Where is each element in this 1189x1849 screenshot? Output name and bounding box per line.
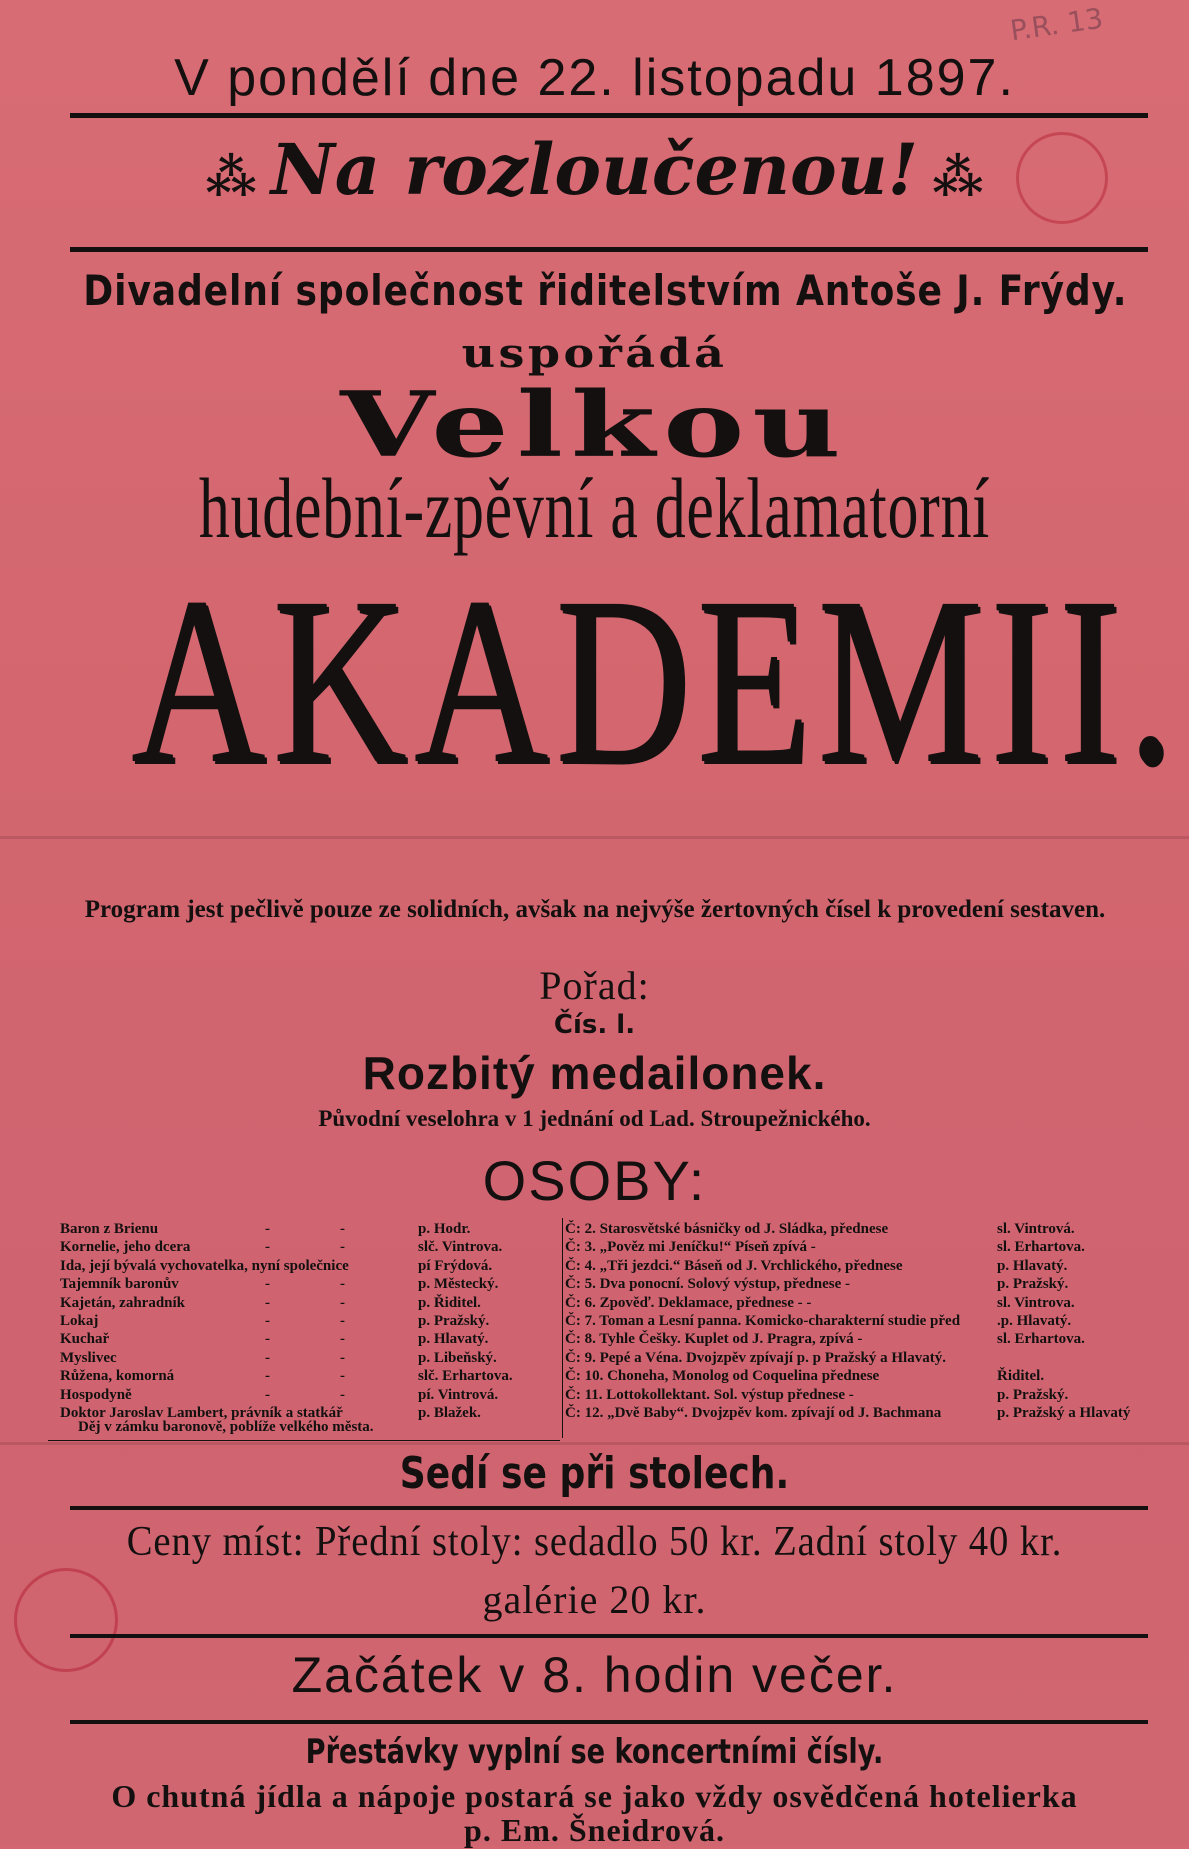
event-date: V pondělí dne 22. listopadu 1897. bbox=[174, 49, 1015, 107]
program-item: Č: 4. „Tři jezdci.“ Báseň od J. Vrchlického, přednese p. Hlavatý. bbox=[565, 1257, 1068, 1274]
program-item: Č: 2. Starosvětské básničky od J. Sládka, přednese sl. Vintrová. bbox=[565, 1221, 1075, 1237]
program-intro: Program jest pečlivě pouze ze solidních, avšak na nejvýše žertovných čísel k provedení sestaven. bbox=[84, 896, 1106, 923]
gallery-price: galérie 20 kr. bbox=[482, 1577, 707, 1622]
velkou-title: Velkou bbox=[340, 372, 849, 478]
catering-line: O chutná jídla a nápoje postará se jako vždy osvědčená hotelierka bbox=[111, 1778, 1078, 1814]
paper-fold bbox=[0, 1442, 1189, 1445]
program-heading: Pořad: bbox=[539, 963, 650, 1008]
program-item: Č: 3. „Pověz mi Jeníčku!“ Píseň zpívá - sl. Erhartova. bbox=[565, 1239, 1085, 1256]
divider bbox=[70, 1506, 1148, 1510]
handwritten-shelfmark: P.R. 13 bbox=[1008, 1, 1106, 48]
program-items bbox=[565, 1220, 1165, 1422]
company-line: Divadelní společnost řiditelstvím Antoše J. Frýdy. bbox=[83, 266, 1128, 315]
farewell-text: Na rozloučenou! bbox=[270, 128, 919, 211]
program-item: Č: 11. Lottokollektant. Sol. výstup přednese - p. Pražský. bbox=[565, 1386, 1069, 1403]
program-item: Č: 5. Dva ponocní. Solový výstup, přednese - p. Pražský. bbox=[565, 1276, 1069, 1293]
divider bbox=[70, 247, 1148, 252]
cast-heading: OSOBY: bbox=[482, 1149, 707, 1212]
paper-fold bbox=[0, 836, 1189, 839]
cast-row: Ida, její bývalá vychovatelka, nyní společnice pí Frýdová. bbox=[60, 1257, 493, 1274]
cast-list bbox=[60, 1220, 560, 1422]
akademii-title: AKADEMII. bbox=[130, 547, 1180, 813]
cast-row: Lokaj - - p. Pražský. bbox=[60, 1312, 490, 1329]
divider bbox=[48, 1440, 560, 1441]
program-item: Č: 9. Pepé a Véna. Dvojzpěv zpívají p. p Pražský a Hlavatý. bbox=[565, 1349, 946, 1366]
cast-row: Kajetán, zahradník - - p. Řiditel. bbox=[60, 1294, 481, 1311]
column-divider bbox=[562, 1218, 563, 1438]
program-number: Čís. l. bbox=[553, 1010, 636, 1040]
program-item: Č: 12. „Dvě Baby“. Dvojzpěv kom. zpívají od J. Bachmana p. Pražský a Hlavatý bbox=[565, 1404, 1131, 1421]
play-author: Původní veselohra v 1 jednání od Lad. Stroupežnického. bbox=[318, 1106, 871, 1131]
ornament-icon: ⁂ bbox=[932, 146, 984, 206]
cast-row: Baron z Brienu - - p. Hodr. bbox=[60, 1221, 471, 1237]
prices-line: Ceny míst: Přední stoly: sedadlo 50 kr. Zadní stoly 40 kr. bbox=[126, 1519, 1063, 1565]
divider bbox=[70, 113, 1148, 118]
cast-row: Tajemník baronův - - p. Městecký. bbox=[60, 1276, 499, 1293]
divider bbox=[70, 1720, 1148, 1724]
cast-row: Kornelie, jeho dcera - - slč. Vintrova. bbox=[60, 1239, 503, 1256]
organizes-line: uspořádá bbox=[461, 330, 728, 377]
program-item: Č: 10. Choneha, Monolog od Coquelina přednese Řiditel. bbox=[565, 1368, 1045, 1385]
cast-row: Hospodyně - - pí. Vintrová. bbox=[60, 1386, 499, 1403]
caterer-name: p. Em. Šneidrová. bbox=[464, 1812, 725, 1848]
cast-row: Doktor Jaroslav Lambert, právník a statkář p. Blažek. bbox=[60, 1404, 481, 1421]
divider bbox=[70, 1634, 1148, 1638]
intermissions-note: Přestávky vyplní se koncertními čísly. bbox=[305, 1732, 884, 1772]
cast-row: Růžena, komorná - - slč. Erhartova. bbox=[60, 1368, 513, 1385]
program-item: Č: 8. Tyhle Češky. Kuplet od J. Pragra, zpívá - sl. Erhartova. bbox=[565, 1331, 1085, 1348]
ornament-icon: ⁂ bbox=[205, 146, 257, 206]
cast-row: Kuchař - - p. Hlavatý. bbox=[60, 1331, 489, 1348]
farewell-heading bbox=[0, 128, 1189, 211]
event-subtitle: hudební-zpěvní a deklamatorní bbox=[198, 460, 991, 556]
cast-setting-note: Děj v zámku baronově, poblíže velkého města. bbox=[78, 1419, 374, 1435]
play-title: Rozbitý medailonek. bbox=[362, 1047, 827, 1099]
cast-row: Myslivec - - p. Libeňský. bbox=[60, 1349, 497, 1366]
program-item: Č: 7. Toman a Lesní panna. Komicko-charakterní studie před .p. Hlavatý. bbox=[565, 1312, 1072, 1329]
seating-note: Sedí se při stolech. bbox=[399, 1448, 790, 1499]
start-time: Začátek v 8. hodin večer. bbox=[291, 1647, 898, 1703]
program-item: Č: 6. Zpověď. Deklamace, přednese - - sl. Vintrova. bbox=[565, 1294, 1075, 1311]
